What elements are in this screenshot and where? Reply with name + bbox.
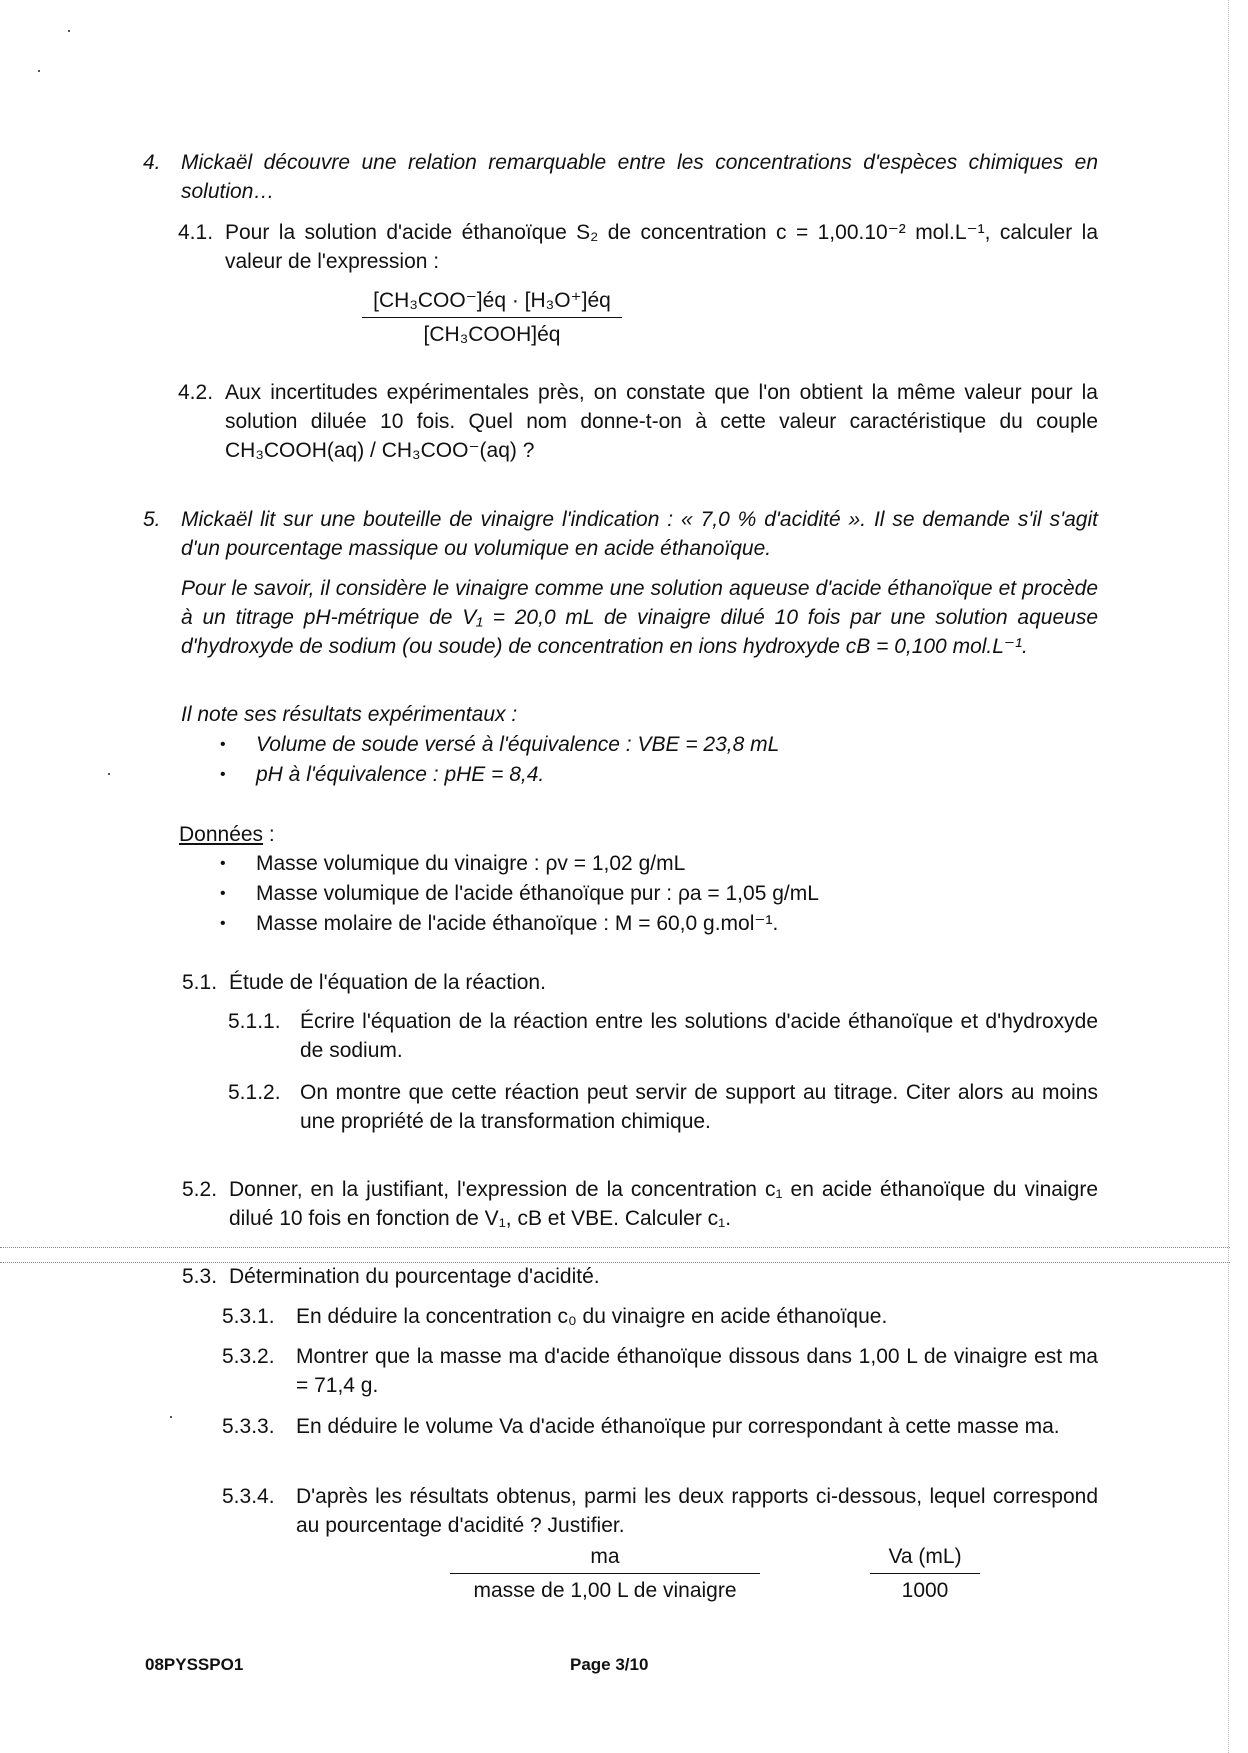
bullet: • [220, 766, 226, 783]
data-heading-label: Données [179, 823, 264, 846]
question-4-2-number: 4.2. [178, 381, 214, 404]
data-item: Masse volumique de l'acide éthanoïque pur : ρa = 1,05 g/mL [256, 882, 819, 905]
data-item: Masse volumique du vinaigre : ρv = 1,02 g/mL [256, 852, 686, 875]
exam-code: 08PYSSPO1 [145, 1655, 244, 1674]
question-5-3-4-text: D'après les résultats obtenus, parmi les deux rapports ci-dessous, lequel correspond au pourcentage d'acidité ? Justifier. [296, 1485, 1098, 1537]
question-5-1-1-text: Écrire l'équation de la réaction entre les solutions d'acide éthanoïque et d'hydroxyde de sodium. [300, 1010, 1098, 1062]
question-5-3-2-text: Montrer que la masse ma d'acide éthanoïque dissous dans 1,00 L de vinaigre est ma = 71,4 g. [296, 1345, 1098, 1397]
question-5-number: 5. [143, 508, 161, 531]
scan-speck [170, 1416, 172, 1418]
mass-ratio-numerator: ma [450, 1542, 760, 1574]
formula-numerator: [CH₃COO⁻]éq · [H₃O⁺]éq [362, 286, 622, 318]
question-5-3-3-text: En déduire le volume Va d'acide éthanoïque pur correspondant à cette masse ma. [296, 1415, 1060, 1438]
question-5-3-1-text: En déduire la concentration c₀ du vinaigre en acide éthanoïque. [296, 1305, 888, 1328]
question-4-2-text: Aux incertitudes expérimentales près, on constate que l'on obtient la même valeur pour la solution diluée 10 fois. Quel nom donne-t-on à cette valeur caractéristique du couple CH₃COOH(aq) / CH₃COO⁻(aq) ? [225, 381, 1098, 462]
question-4-1-text: Pour la solution d'acide éthanoïque S₂ de concentration c = 1,00.10⁻² mol.L⁻¹, calculer la valeur de l'expression : [225, 221, 1098, 273]
scan-edge-line [1228, 0, 1229, 1753]
question-5-3-3-number: 5.3.3. [222, 1415, 275, 1438]
question-5-1-2-number: 5.1.2. [228, 1081, 281, 1104]
volume-ratio-numerator: Va (mL) [870, 1542, 980, 1574]
question-5-3-2-number: 5.3.2. [222, 1345, 275, 1368]
question-5-3-text: Détermination du pourcentage d'acidité. [229, 1265, 600, 1288]
question-5-1-number: 5.1. [182, 971, 218, 994]
data-heading [179, 820, 275, 849]
result-item: pH à l'équivalence : pHE = 8,4. [256, 763, 545, 786]
question-4-text: Mickaël découvre une relation remarquable entre les concentrations d'espèces chimiques en solution… [181, 151, 1098, 203]
question-4-number: 4. [143, 151, 161, 174]
data-item: Masse molaire de l'acide éthanoïque : M = 60,0 g.mol⁻¹. [256, 912, 779, 935]
scan-speck [108, 773, 110, 775]
volume-ratio-denominator: 1000 [901, 1579, 949, 1602]
result-item: Volume de soude versé à l'équivalence : VBE = 23,8 mL [256, 733, 780, 756]
page-number: Page 3/10 [570, 1655, 649, 1674]
question-5-procedure: Pour le savoir, il considère le vinaigre comme une solution aqueuse d'acide éthanoïque et procède à un titrage pH-métrique de V₁ = 20,0 mL de vinaigre dilué 10 fois par une solution aqueuse d'hydroxyde de sodium (ou soude) de concentration en ions hydroxyde cB = 0,100 mol.L⁻¹. [181, 577, 1098, 658]
bullet: • [220, 736, 226, 753]
bullet: • [220, 885, 226, 902]
question-4-1-number: 4.1. [178, 221, 214, 244]
data-heading-colon: : [263, 823, 275, 846]
question-5-intro: Mickaël lit sur une bouteille de vinaigre l'indication : « 7,0 % d'acidité ». Il se demande s'il s'agit d'un pourcentage massique ou volumique en acide éthanoïque. [181, 508, 1098, 560]
mass-ratio-denominator: masse de 1,00 L de vinaigre [473, 1579, 737, 1602]
results-label: Il note ses résultats expérimentaux : [181, 703, 518, 726]
question-5-3-1-number: 5.3.1. [222, 1305, 275, 1328]
question-5-1-text: Étude de l'équation de la réaction. [229, 971, 546, 994]
question-5-1-2-text: On montre que cette réaction peut servir de support au titrage. Citer alors au moins une propriété de la transformation chimique. [300, 1081, 1098, 1133]
mass-ratio-fraction [450, 1542, 760, 1605]
formula-denominator: [CH₃COOH]éq [423, 323, 561, 346]
question-5-1-1-number: 5.1.1. [228, 1010, 281, 1033]
question-5-3-4-number: 5.3.4. [222, 1485, 275, 1508]
scan-speck [38, 70, 40, 72]
question-5-2-text: Donner, en la justifiant, l'expression de la concentration c₁ en acide éthanoïque du vinaigre dilué 10 fois en fonction de V₁, cB et VBE. Calculer c₁. [229, 1178, 1098, 1230]
scan-speck [68, 30, 70, 32]
bullet: • [220, 855, 226, 872]
bullet: • [220, 915, 226, 932]
volume-ratio-fraction [870, 1542, 980, 1605]
question-5-3-number: 5.3. [182, 1265, 218, 1288]
equilibrium-constant-formula [362, 286, 622, 349]
question-5-2-number: 5.2. [182, 1178, 218, 1201]
scan-dotted-line [0, 1247, 1230, 1248]
